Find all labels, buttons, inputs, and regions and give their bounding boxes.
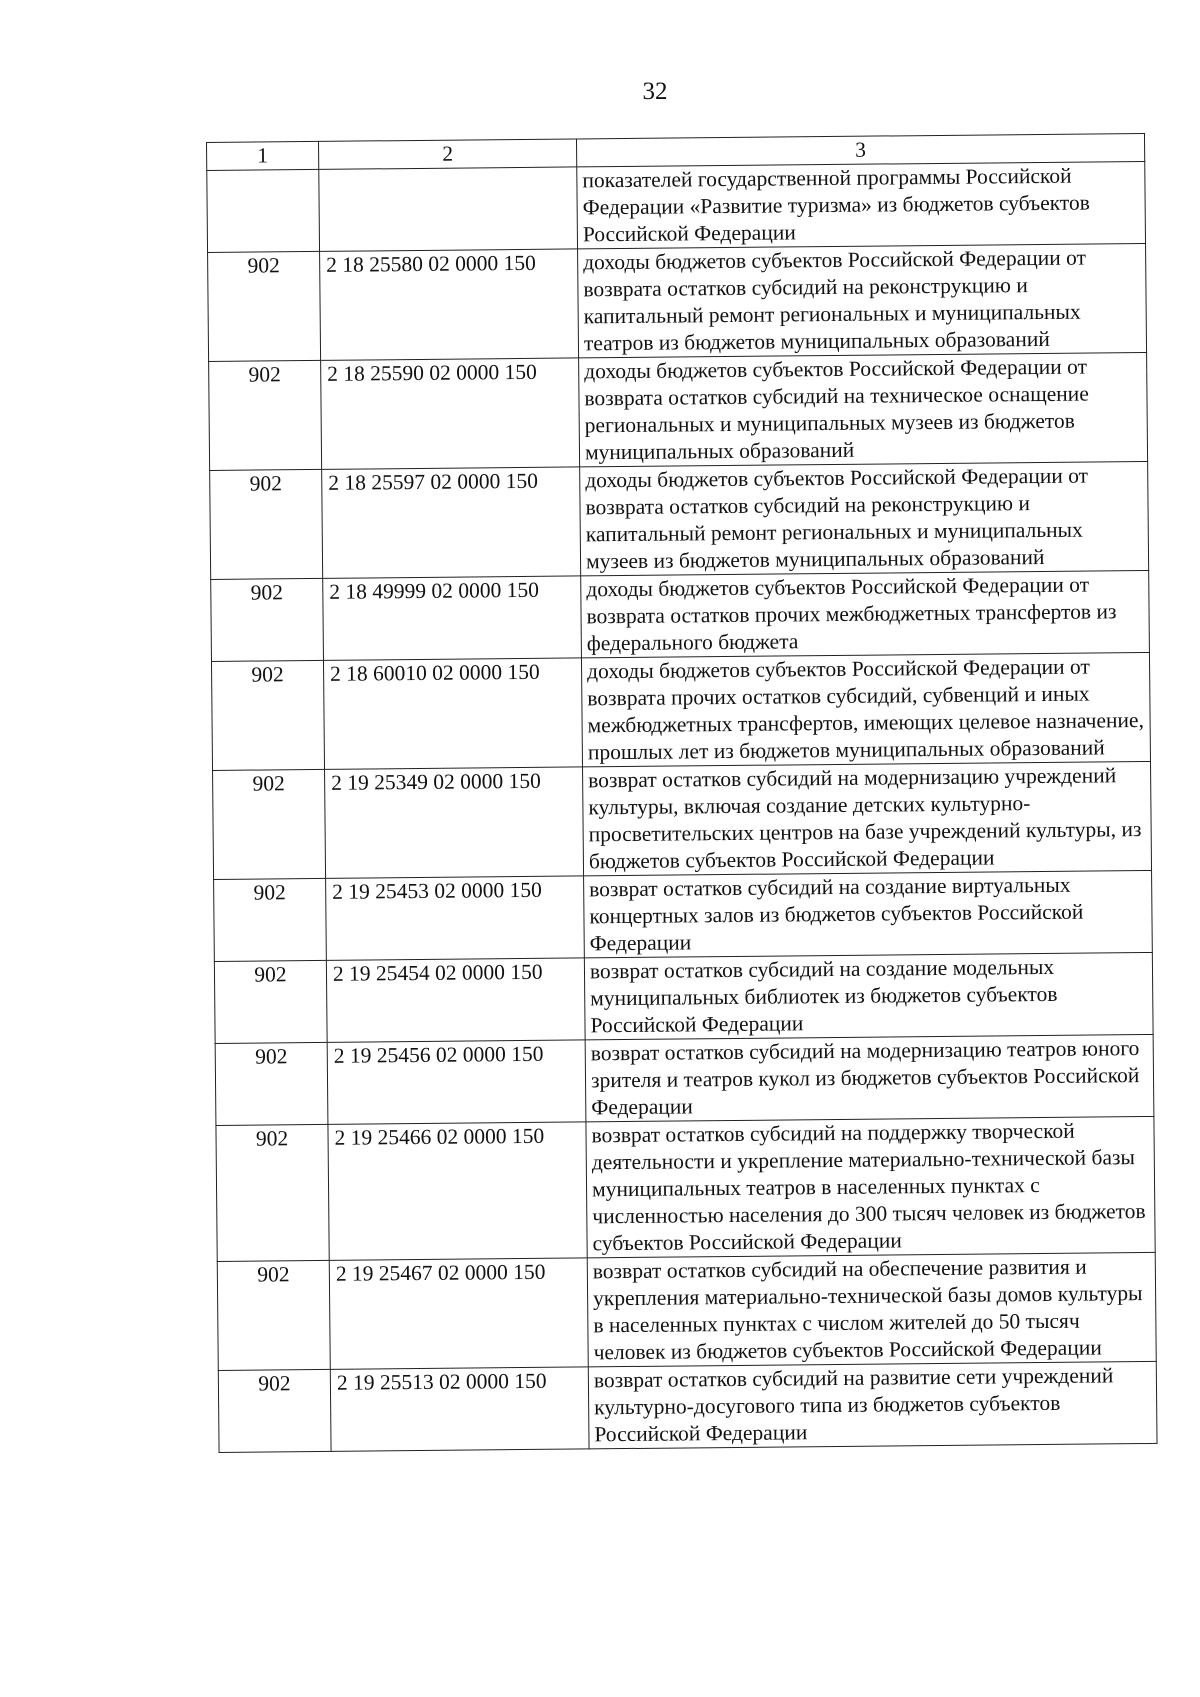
revenue-code-cell: 2 18 49999 02 0000 150 (323, 576, 582, 660)
revenue-code-cell: 2 18 60010 02 0000 150 (323, 658, 582, 769)
description-cell: возврат остатков субсидий на развитие сети учреждений культурно-досугового типа из бюджетов субъектов Российской Федерации (588, 1361, 1157, 1448)
column-header-3: 3 (576, 133, 1144, 166)
revenue-code-cell: 2 19 25466 02 0000 150 (328, 1122, 587, 1260)
description-cell: возврат остатков субсидий на создание модельных муниципальных библиотек из бюджетов субъектов Российской Федерации (584, 952, 1153, 1039)
table-row (208, 243, 1147, 361)
description-cell: доходы бюджетов субъектов Российской Федерации от возврата остатков субсидий на реконструкцию и капитальный ремонт региональных и муниципальных театров из бюджетов муниципальных образований (578, 243, 1147, 357)
column-header-2: 2 (318, 139, 576, 169)
table-row (214, 870, 1153, 961)
revenue-code-cell: 2 19 25453 02 0000 150 (326, 876, 585, 960)
table-row (207, 161, 1146, 252)
description-cell: доходы бюджетов субъектов Российской Федерации от возврата остатков субсидий на реконструкцию и капитальный ремонт региональных и муниципальных музеев из бюджетов муниципальных образований (580, 461, 1149, 575)
revenue-code-cell: 2 18 25590 02 0000 150 (321, 358, 580, 469)
description-cell: возврат остатков субсидий на поддержку творческой деятельности и укрепление материально-технической базы муниципальных театров в населенных пунктах с численностью населения до 300 тысяч человек из бюджетов субъектов Российской Федерации (586, 1116, 1155, 1257)
column-header-1: 1 (207, 141, 319, 170)
revenue-codes-table-wrapper (206, 133, 1157, 1453)
admin-code-cell: 902 (215, 1042, 328, 1125)
table-row (210, 461, 1149, 579)
revenue-code-cell: 2 19 25456 02 0000 150 (327, 1040, 586, 1124)
admin-code-cell: 902 (210, 469, 323, 579)
revenue-code-cell (319, 167, 578, 251)
admin-code-cell: 902 (211, 660, 324, 770)
admin-code-cell (207, 169, 320, 252)
description-cell: возврат остатков субсидий на модернизацию театров юного зрителя и театров кукол из бюджетов субъектов Российской Федерации (585, 1034, 1154, 1121)
admin-code-cell: 902 (211, 578, 324, 661)
description-cell: доходы бюджетов субъектов Российской Федерации от возврата прочих остатков субсидий, субвенций и иных межбюджетных трансфертов, имеющих целевое назначение, прошлых лет из бюджетов муниципальных образований (581, 652, 1150, 766)
admin-code-cell: 902 (217, 1260, 330, 1370)
description-cell: доходы бюджетов субъектов Российской Федерации от возврата остатков прочих межбюджетных трансфертов из федерального бюджета (581, 570, 1150, 657)
description-cell: возврат остатков субсидий на создание виртуальных концертных залов из бюджетов субъектов Российской Федерации (584, 870, 1153, 957)
revenue-code-cell: 2 19 25513 02 0000 150 (330, 1367, 589, 1451)
revenue-code-cell: 2 18 25580 02 0000 150 (320, 249, 579, 360)
admin-code-cell: 902 (214, 960, 327, 1043)
page-number: 32 (642, 78, 668, 105)
table-row (215, 1034, 1154, 1125)
admin-code-cell: 902 (214, 878, 327, 961)
table-row (211, 652, 1150, 770)
admin-code-cell: 902 (213, 769, 326, 879)
revenue-code-cell: 2 19 25349 02 0000 150 (325, 767, 584, 878)
admin-code-cell: 902 (218, 1369, 331, 1452)
table-row (211, 570, 1150, 661)
description-cell: показателей государственной программы Российской Федерации «Развитие туризма» из бюджетов субъектов Российской Федерации (577, 161, 1146, 248)
table-row (217, 1252, 1156, 1370)
table-row (216, 1116, 1155, 1261)
revenue-codes-table (206, 133, 1158, 1453)
table-row (218, 1361, 1157, 1452)
revenue-code-cell: 2 18 25597 02 0000 150 (322, 467, 581, 578)
table-row (214, 952, 1153, 1043)
table-row (209, 352, 1148, 470)
table-row (213, 761, 1152, 879)
description-cell: возврат остатков субсидий на модернизацию учреждений культуры, включая создание детских культурно-просветительских центров на базе учреждений культуры, из бюджетов субъектов Российской Федерации (583, 761, 1152, 875)
revenue-code-cell: 2 19 25454 02 0000 150 (326, 958, 585, 1042)
revenue-code-cell: 2 19 25467 02 0000 150 (329, 1258, 588, 1369)
description-cell: доходы бюджетов субъектов Российской Федерации от возврата остатков субсидий на техническое оснащение региональных и муниципальных музеев из бюджетов муниципальных образований (579, 352, 1148, 466)
admin-code-cell: 902 (216, 1124, 329, 1261)
admin-code-cell: 902 (208, 251, 321, 361)
admin-code-cell: 902 (209, 360, 322, 470)
description-cell: возврат остатков субсидий на обеспечение развития и укрепления материально-технической базы домов культуры в населенных пунктах с числом жителей до 50 тысяч человек из бюджетов субъектов Российской Федерации (587, 1252, 1156, 1366)
